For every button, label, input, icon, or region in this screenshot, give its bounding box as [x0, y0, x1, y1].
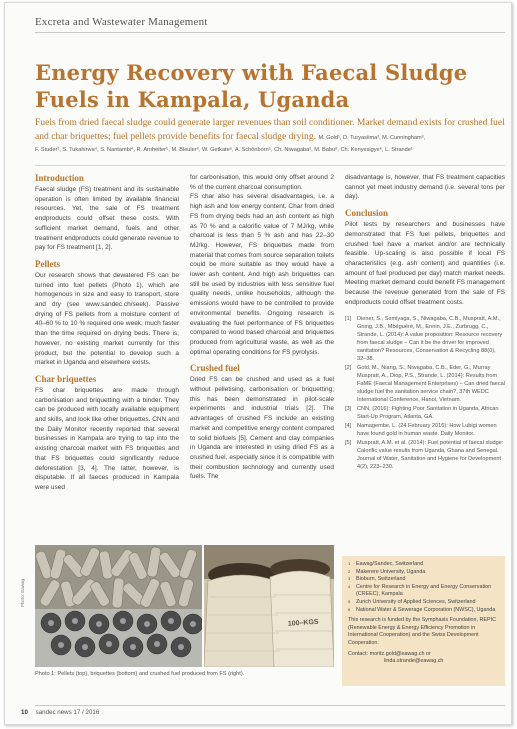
contact-line-2[interactable]: linda.strande@eawag.ch — [384, 658, 444, 665]
paragraph-conclusion: Pilot tests by researchers and businesses have demonstrated that FS fuel pellets, briquettes and crushed fuel have a market and/or are technically feasible. Up-scaling is also possible if local FS characteristics (e.g. ash content) and quantities (i.e. amount of fuel produced per day) match market needs. Meeting market demand could benefit FS management because the revenue generated from the sale of FS endproducts could offset treatment costs. — [345, 221, 505, 306]
reference-item: [2] Gold, M., Niang, S., Niwagaba, C.B., Eder, G., Murray Muspratt, A., Diop, P.S., Strande, L. (2014): Results from FaME (Faecal Management Enterprises) – Can dried faecal sludge fuel the sanitation service chain?, 37th WEDC International Conference, Hanoi, Vietnam. — [345, 365, 505, 404]
affiliation-item: 5 Zurich University of Applied Sciences, Switzerland — [348, 598, 476, 605]
paragraph-pellets: Our research shows that dewatered FS can be turned into fuel pellets (Photo 1), which are homogenous in size and easy to transport, store and dry (see www.sandec.ch/seek). Passive drying of FS pellets from a moisture content of 40–60 % to 10 % required one week, much faster than the time required on drying beds. There is, however, no existing market currently for this product, but the potential to develop such a market in Uganda and elsewhere exists. — [35, 271, 179, 367]
column-3 — [345, 173, 505, 472]
affiliation-item: 6 National Water & Sewerage Corporation (NWSC), Uganda — [348, 606, 496, 613]
photo-credit: Photo: Eawag — [20, 578, 25, 607]
column-1 — [35, 173, 179, 493]
author-rule — [35, 165, 505, 166]
reference-item: [3] CNN, (2016): Fighting Poor Sanitation in Uganda, African Start-Up Program, Atlanta, GA. — [345, 406, 499, 421]
contact-line-1[interactable]: Contact: moritz.gold@eawag.ch or — [348, 650, 431, 657]
heading-crushed-fuel: Crushed fuel — [190, 363, 240, 374]
reference-item: [1] Diener, S., Semiyaga, S., Niwagaba, C.B., Muspratt, A.M., Gning, J.B., Mbéguéré, M., Ennin, J.E., Zurbrugg, C., Strande, L. (2014): A value proposition: Resource recovery from faecal sludge – Can it be the driver for improved sanitation? Resources, Conservation & Recycling 88(0), 32–38. — [345, 316, 503, 363]
paragraph-disadvantage: disadvantage is, however, that FS treatment capacities cannot yet meet industry demand (i.e. several tons per day). — [345, 174, 505, 201]
paragraph-fs-char: FS char also has several disadvantages, i.e. a high ash and low energy content. Char from dried FS from drying beds had an ash content as high as 70 % and a calorific value of 7 MJ/kg, while charcoal is less than 5 % ash and has 22–30 MJ/kg. However, FS briquettes made from material that comes from source separation toilets could be more suitable as they would have a lower ash content. And high ash briquettes can still be used by industries with less sensitive fuel quality needs, unlike households, although the emissions would have to be controlled to provide environmental benefits. Ongoing research is evaluating the fuel performance of FS briquettes compared to wood based charcoal and briquettes produced from agricultural waste, as well as the optimal operating conditions for FS pyrolysis. — [190, 193, 334, 356]
lead-text: Fuels from dried faecal sludge could generate larger revenues than soil conditioner. Market demand exists for crushed fuel and char briquettes; fuel pellets provide benefits for faecal sludge drying. — [35, 117, 505, 142]
paragraph-carbonisation: for carbonisation, this would only offset around 2 % of the current charcoal consumption. — [190, 174, 334, 191]
affiliation-item: 3 Bioburn, Switzerland — [348, 576, 406, 583]
affiliation-item: 1 Eawag/Sandec, Switzerland — [348, 561, 424, 567]
article-lead — [35, 116, 505, 145]
affiliation-list — [348, 561, 499, 614]
photo-caption: Photo 1: Pellets (top), briquettes (bottom) and crushed fuel produced from FS (right). — [35, 671, 245, 677]
affiliation-item: 2 Makerere University, Uganda — [348, 568, 426, 575]
magazine-page — [4, 2, 512, 725]
lead-authors: M. Gold¹, D. Turyasiima², M. Cunningham³, — [318, 134, 426, 141]
pellets-briquettes-image — [35, 545, 202, 667]
reference-list — [345, 315, 505, 471]
paragraph-crushed-fuel: Dried FS can be crushed and used as a fuel without pelletising, carbonisation or briquetting; this has been demonstrated in pilot-scale experiments and industrial trials [2]. The advantages of crushed FS include an existing market and competitive energy content compared to solid biofuels [5]. Cement and clay companies in Uganda are interested in using dried FS as a crushed fuel, especially since it is compatible with their combustion technology and currently used fuels. The — [190, 376, 334, 481]
heading-char-briquettes: Char briquettes — [35, 373, 97, 384]
affiliations-box — [342, 556, 505, 686]
heading-introduction: Introduction — [35, 173, 84, 183]
heading-conclusion: Conclusion — [345, 208, 389, 219]
column-2 — [190, 173, 334, 482]
photo-pellets-briquettes — [35, 545, 202, 667]
issue-label: sandec news 17 / 2016 — [35, 709, 100, 716]
reference-item: [4] Namagembe, L. (24 February 2016): How Lubigi women have found gold in human waste. Daily Monitor. — [345, 423, 497, 438]
crushed-fuel-image — [204, 545, 334, 667]
footer-rule — [35, 705, 505, 706]
page-footer — [21, 709, 99, 716]
photo-crushed-fuel — [204, 545, 334, 667]
sack-label: 100–KGS — [287, 618, 319, 628]
funding-note: This research is funded by the Symphasis Foundation, REPIC (Renewable Energy & Energy Efficiency Promotion in International Cooperation) and the Swiss Development Cooperation. — [348, 617, 497, 646]
affiliation-item: 4 Centre for Research in Energy and Energy Conservation (CREEC), Kampala — [348, 583, 492, 598]
header-rule — [35, 32, 505, 33]
paragraph-char-briquettes: FS char briquettes are made through carbonisation and briquetting with a binder. They can be produced with locally available equipment and skills, and look like other briquettes. CNN and the Daily Monitor recently reported that several businesses in Kampala are trying to tap into the existing charcoal market with FS briquettes and that FS briquettes could significantly reduce deforestation [3, 4]. The latter, however, is disputable. If all faeces produced in Kampala were used — [35, 386, 179, 491]
paragraph-introduction: Faecal sludge (FS) treatment and its sustainable operation is often limited by available financial resources. Yet, the sale of FS treatment endproducts could offset these costs. With sufficient market demand, fuels and other treatment endproducts could generate revenue to pay for FS treatment [1, 2]. — [35, 186, 179, 252]
article-title: Energy Recovery with Faecal Sludge Fuels in Kampala, Uganda — [35, 60, 468, 112]
page-number: 10 — [21, 709, 28, 716]
section-label: Excreta and Wastewater Management — [35, 16, 208, 28]
heading-pellets: Pellets — [35, 258, 60, 269]
author-list: F. Studer³, S. Tukahirwa⁴, S. Nantambi⁴, R. Arnheiter⁵, M. Bleuler⁶, W. Getkate⁶, A. Schönborn⁵, Ch. Niwagaba², M. Babu⁶, Ch. Kenyesigye⁶, L. Strande¹ — [35, 147, 413, 153]
reference-item: [5] Muspratt, A.M. et al. (2014): Fuel potential of faecal sludge: Calorific value results from Uganda, Ghana and Senegal. Journal of Water, Sanitation and Hygiene for Development 4(2), 223–230. — [345, 440, 504, 471]
